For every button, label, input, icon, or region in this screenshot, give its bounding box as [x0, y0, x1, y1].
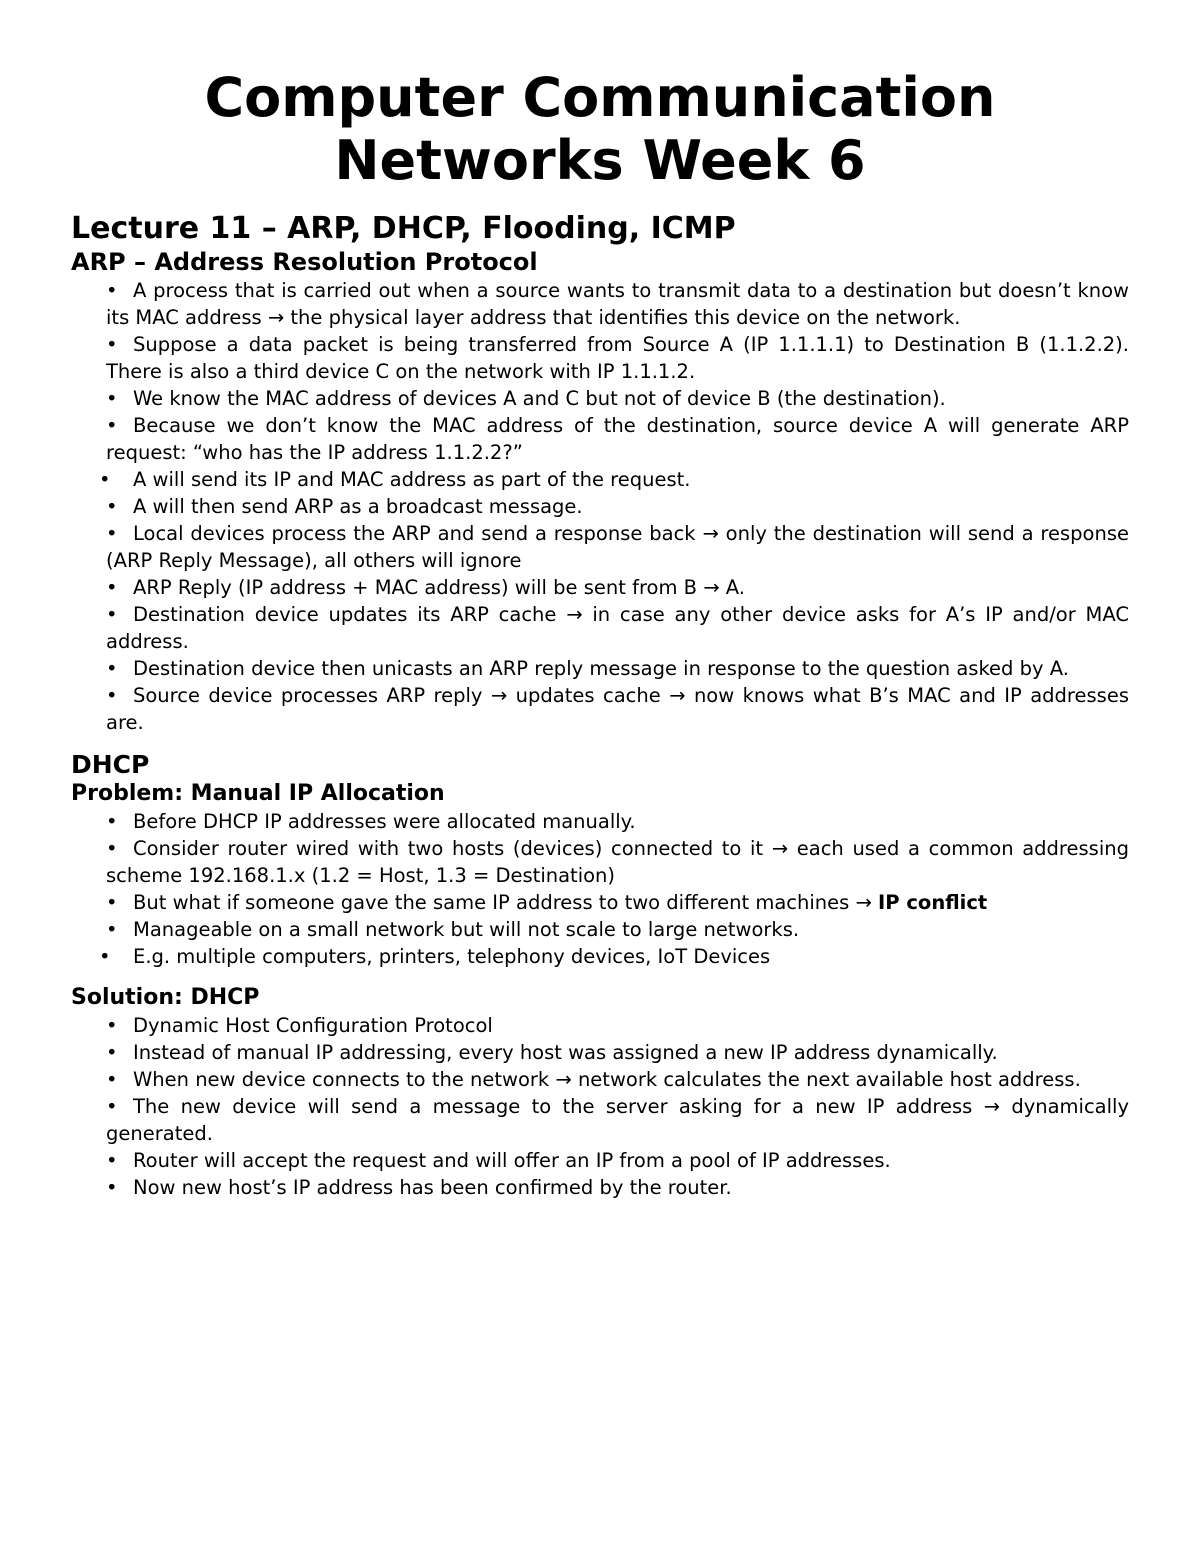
- solution-heading: Solution: DHCP: [71, 985, 260, 1010]
- list-item-ip-conflict: [71, 889, 1129, 916]
- title-line-2: Networks Week 6: [334, 129, 866, 192]
- list-item: • A process that is carried out when a source wants to transmit data to a destination but doesn’t know its MAC address → the physical layer address that identifies this device on the network.: [71, 277, 1129, 331]
- dhcp-heading: DHCP: [71, 750, 150, 779]
- list-item: • Source device processes ARP reply → updates cache → now knows what B’s MAC and IP addresses are.: [71, 682, 1129, 736]
- list-item: • E.g. multiple computers, printers, telephony devices, IoT Devices: [71, 943, 1129, 970]
- list-item: • Instead of manual IP addressing, every host was assigned a new IP address dynamically.: [71, 1039, 1129, 1066]
- list-item: • Destination device then unicasts an ARP reply message in response to the question asked by A.: [71, 655, 1129, 682]
- list-item: • Manageable on a small network but will not scale to large networks.: [71, 916, 1129, 943]
- list-item: • Dynamic Host Configuration Protocol: [71, 1012, 1129, 1039]
- list-item: • Router will accept the request and will offer an IP from a pool of IP addresses.: [71, 1147, 1129, 1174]
- page-title: [71, 66, 1129, 192]
- list-item: • Destination device updates its ARP cache → in case any other device asks for A’s IP and/or MAC address.: [71, 601, 1129, 655]
- arp-heading: ARP – Address Resolution Protocol: [71, 248, 538, 276]
- arp-list: [71, 277, 1129, 736]
- list-item: • Because we don’t know the MAC address of the destination, source device A will generate ARP request: “who has the IP address 1.1.2.2?”: [71, 412, 1129, 466]
- lecture-heading: Lecture 11 – ARP, DHCP, Flooding, ICMP: [71, 211, 736, 246]
- problem-list: [71, 808, 1129, 970]
- list-item: • A will then send ARP as a broadcast message.: [71, 493, 1129, 520]
- title-line-1: Computer Communication: [204, 66, 996, 129]
- conflict-text: But what if someone gave the same IP address to two different machines →: [133, 891, 879, 914]
- list-item: • Now new host’s IP address has been confirmed by the router.: [71, 1174, 1129, 1201]
- list-item: • The new device will send a message to the server asking for a new IP address → dynamically generated.: [71, 1093, 1129, 1147]
- list-item: • Suppose a data packet is being transferred from Source A (IP 1.1.1.1) to Destination B (1.1.2.2). There is also a third device C on the network with IP 1.1.1.2.: [71, 331, 1129, 385]
- list-item: • Local devices process the ARP and send a response back → only the destination will send a response (ARP Reply Message), all others will ignore: [71, 520, 1129, 574]
- list-item: • ARP Reply (IP address + MAC address) will be sent from B → A.: [71, 574, 1129, 601]
- list-item: • Consider router wired with two hosts (devices) connected to it → each used a common addressing scheme 192.168.1.x (1.2 = Host, 1.3 = Destination): [71, 835, 1129, 889]
- list-item: • A will send its IP and MAC address as part of the request.: [71, 466, 1129, 493]
- document-page: [71, 66, 1129, 1201]
- problem-heading: Problem: Manual IP Allocation: [71, 781, 445, 806]
- list-item: • Before DHCP IP addresses were allocated manually.: [71, 808, 1129, 835]
- list-item: • When new device connects to the network → network calculates the next available host address.: [71, 1066, 1129, 1093]
- list-item: • We know the MAC address of devices A and C but not of device B (the destination).: [71, 385, 1129, 412]
- solution-list: [71, 1012, 1129, 1201]
- ip-conflict-bold: IP conflict: [878, 891, 988, 914]
